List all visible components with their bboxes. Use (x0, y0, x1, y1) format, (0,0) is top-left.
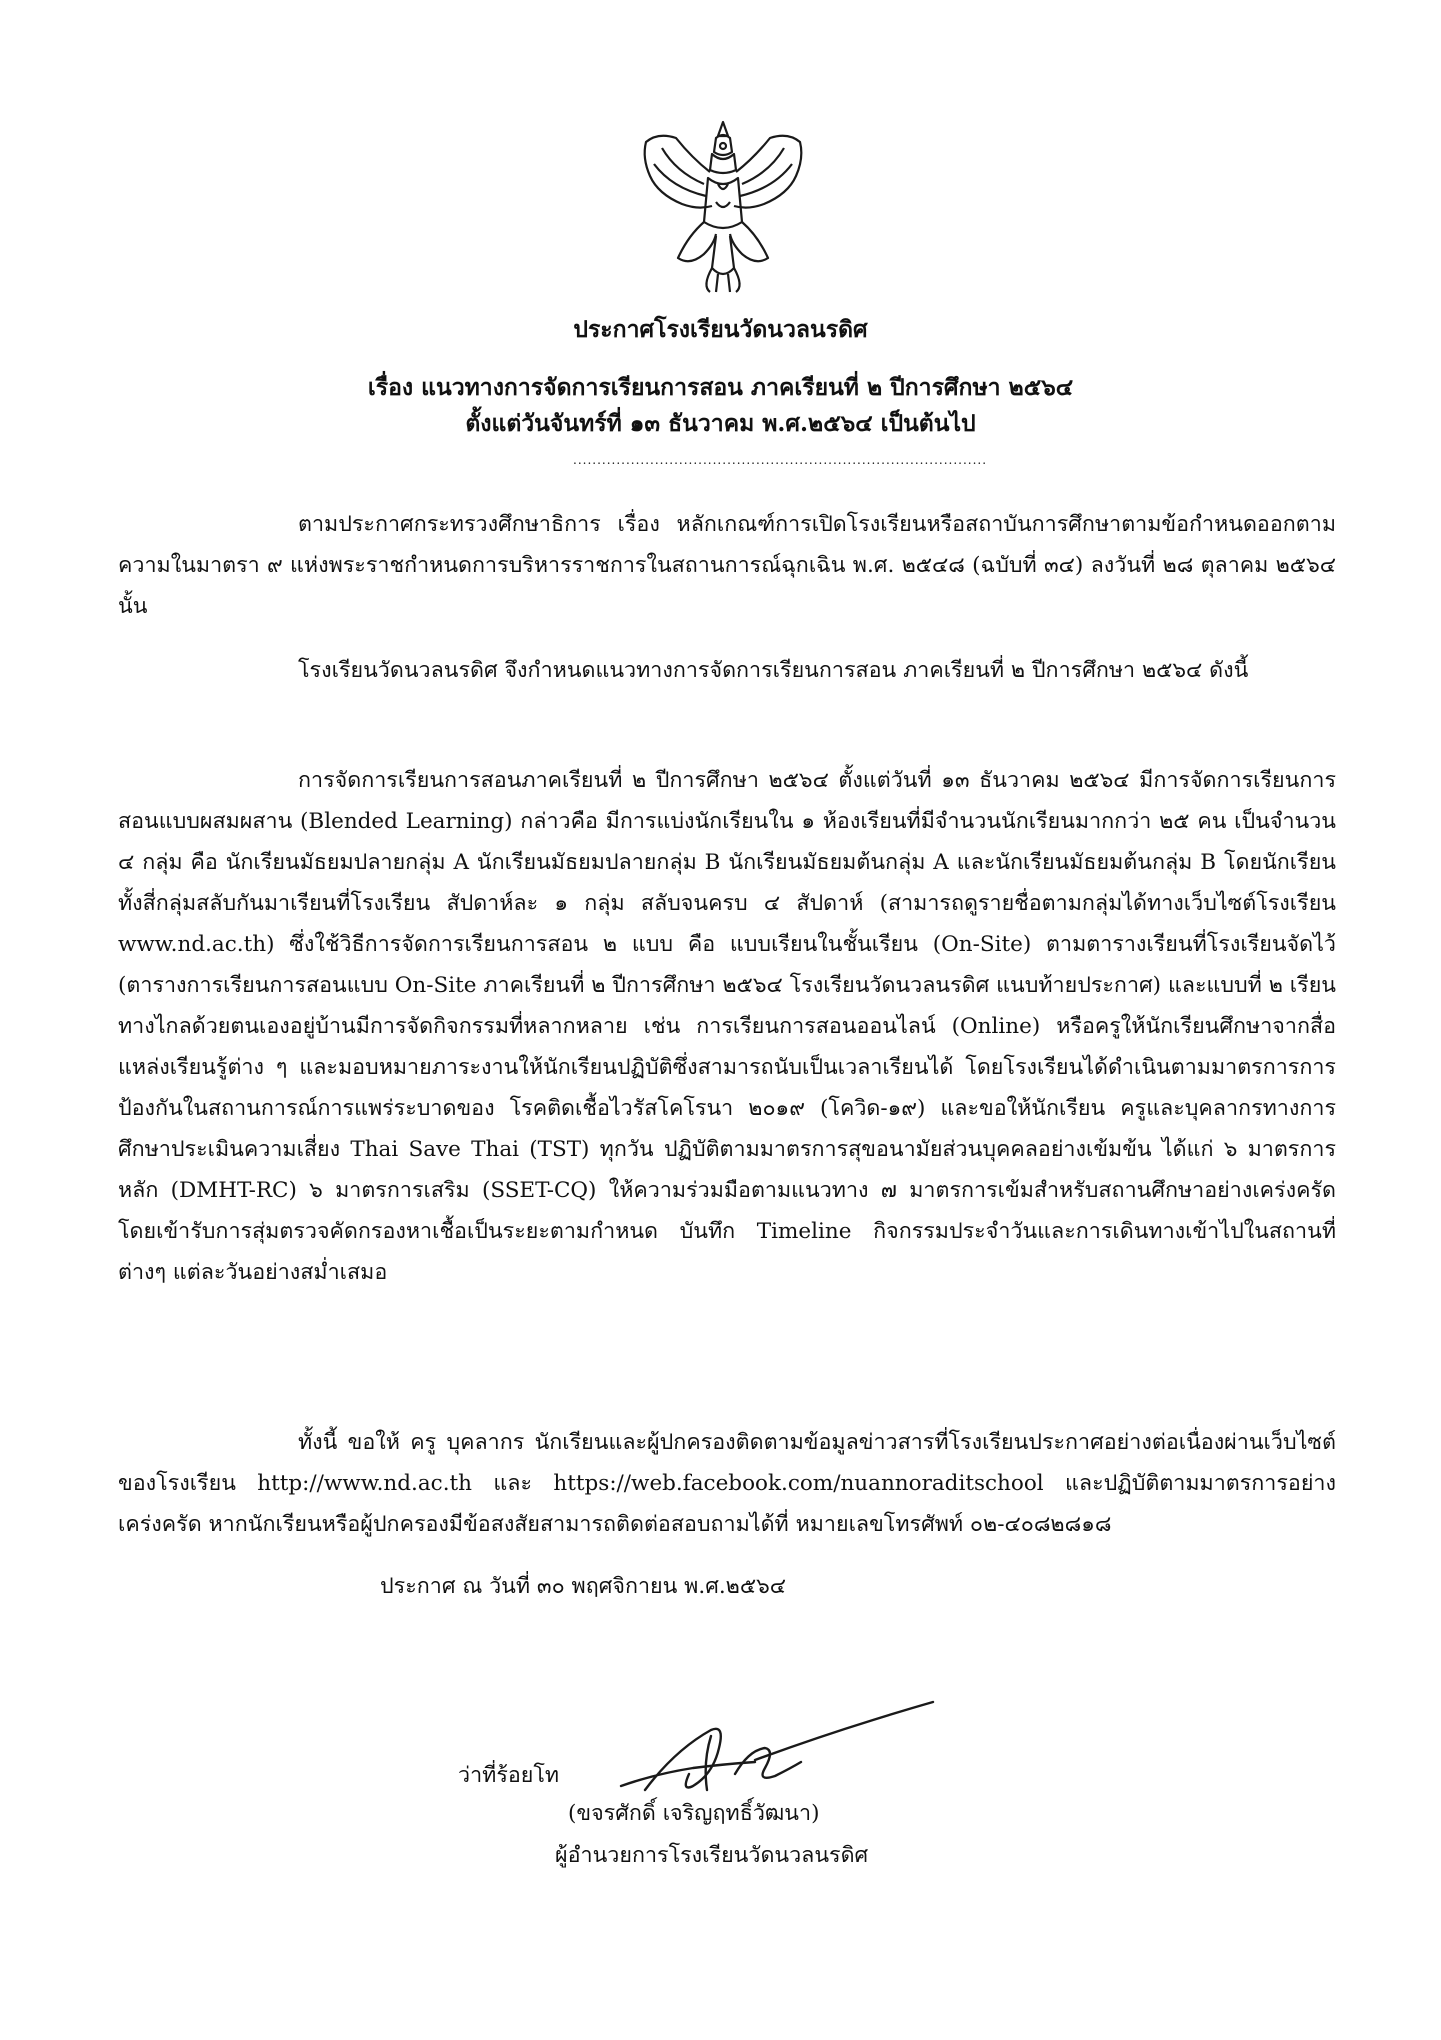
effective-date: ตั้งแต่วันจันทร์ที่ ๑๓ ธันวาคม พ.ศ.๒๕๖๔ เป็นต้นไป (465, 410, 976, 437)
paragraph-2 (118, 650, 1336, 691)
signer-name: (ขจรศักดิ์ เจริญฤทธิ์วัฒนา) (568, 1801, 820, 1826)
document-title: ประกาศโรงเรียนวัดนวลนรดิศ (573, 316, 868, 343)
paragraph-2-text: โรงเรียนวัดนวลนรดิศ จึงกำหนดแนวทางการจัดการเรียนการสอน ภาคเรียนที่ ๒ ปีการศึกษา ๒๕๖๔ ดังนี้ (298, 658, 1249, 683)
paragraph-4 (118, 1422, 1336, 1545)
paragraph-1-text: ตามประกาศกระทรวงศึกษาธิการ เรื่อง หลักเกณฑ์การเปิดโรงเรียนหรือสถาบันการศึกษาตามข้อกำหนดออกตามความในมาตรา ๙ แห่งพระราชกำหนดการบริหารราชการในสถานการณ์ฉุกเฉิน พ.ศ. ๒๕๔๘ (ฉบับที่ ๓๔) ลงวันที่ ๒๘ ตุลาคม ๒๕๖๔ นั้น (118, 512, 1336, 619)
paragraph-3 (118, 760, 1336, 1293)
garuda-emblem-icon (632, 118, 814, 296)
paragraph-1 (118, 504, 1336, 627)
document-subject: เรื่อง แนวทางการจัดการเรียนการสอน ภาคเรียนที่ ๒ ปีการศึกษา ๒๕๖๔ (367, 374, 1074, 401)
separator-line: ...................................................................................... (573, 453, 988, 467)
signer-rank: ว่าที่ร้อยโท (458, 1763, 560, 1788)
handwritten-signature (615, 1690, 945, 1810)
announce-date: ประกาศ ณ วันที่ ๓๐ พฤศจิกายน พ.ศ.๒๕๖๔ (380, 1574, 787, 1599)
paragraph-3-text: การจัดการเรียนการสอนภาคเรียนที่ ๒ ปีการศึกษา ๒๕๖๔ ตั้งแต่วันที่ ๑๓ ธันวาคม ๒๕๖๔ มีการจัดการเรียนการสอนแบบผสมผสาน (Blended Learning) กล่าวคือ มีการแบ่งนักเรียนใน ๑ ห้องเรียนที่มีจำนวนนักเรียนมากกว่า ๒๕ คน เป็นจำนวน ๔ กลุ่ม คือ นักเรียนมัธยมปลายกลุ่ม A นักเรียนมัธยมปลายกลุ่ม B นักเรียนมัธยมต้นกลุ่ม A และนักเรียนมัธยมต้นกลุ่ม B โดยนักเรียนทั้งสี่กลุ่มสลับกันมาเรียนที่โรงเรียน สัปดาห์ละ ๑ กลุ่ม สลับจนครบ ๔ สัปดาห์ (สามารถดูรายชื่อตามกลุ่มได้ทางเว็บไซต์โรงเรียน www.nd.ac.th) ซึ่งใช้วิธีการจัดการเรียนการสอน ๒ แบบ คือ แบบเรียนในชั้นเรียน (On-Site) ตามตารางเรียนที่โรงเรียนจัดไว้ (ตารางการเรียนการสอนแบบ On-Site ภาคเรียนที่ ๒ ปีการศึกษา ๒๕๖๔ โรงเรียนวัดนวลนรดิศ แนบท้ายประกาศ) และแบบที่ ๒ เรียนทางไกลด้วยตนเองอยู่บ้านมีการจัดกิจกรรมที่หลากหลาย เช่น การเรียนการสอนออนไลน์ (Online) หรือครูให้นักเรียนศึกษาจากสื่อแหล่งเรียนรู้ต่าง ๆ และมอบหมายภาระงานให้นักเรียนปฏิบัติซึ่งสามารถนับเป็นเวลาเรียนได้ โดยโรงเรียนได้ดำเนินตามมาตรการการป้องกันในสถานการณ์การแพร่ระบาดของ โรคติดเชื้อไวรัสโคโรนา ๒๐๑๙ (โควิด-๑๙) และขอให้นักเรียน ครูและบุคลากรทางการศึกษาประเมินความเสี่ยง Thai Save Thai (TST) ทุกวัน ปฏิบัติตามมาตรการสุขอนามัยส่วนบุคคลอย่างเข้มข้น ได้แก่ ๖ มาตรการหลัก (DMHT-RC) ๖ มาตรการเสริม (SSET-CQ) ให้ความร่วมมือตามแนวทาง ๗ มาตรการเข้มสำหรับสถานศึกษาอย่างเคร่งครัด โดยเข้ารับการสุ่มตรวจคัดกรองหาเชื้อเป็นระยะตามกำหนด บันทึก Timeline กิจกรรมประจำวันและการเดินทางเข้าไปในสถานที่ต่างๆ แต่ละวันอย่างสม่ำเสมอ (118, 768, 1336, 1285)
paragraph-4-text: ทั้งนี้ ขอให้ ครู บุคลากร นักเรียนและผู้ปกครองติดตามข้อมูลข่าวสารที่โรงเรียนประกาศอย่างต่อเนื่องผ่านเว็บไซต์ของโรงเรียน http://www.nd.ac.th และ https://web.facebook.com/nuannoraditschool และปฏิบัติตามมาตรการอย่างเคร่งครัด หากนักเรียนหรือผู้ปกครองมีข้อสงสัยสามารถติดต่อสอบถามได้ที่ หมายเลขโทรศัพท์ ๐๒-๔๐๘๒๘๑๘ (118, 1430, 1336, 1537)
signer-position: ผู้อำนวยการโรงเรียนวัดนวลนรดิศ (555, 1843, 869, 1868)
